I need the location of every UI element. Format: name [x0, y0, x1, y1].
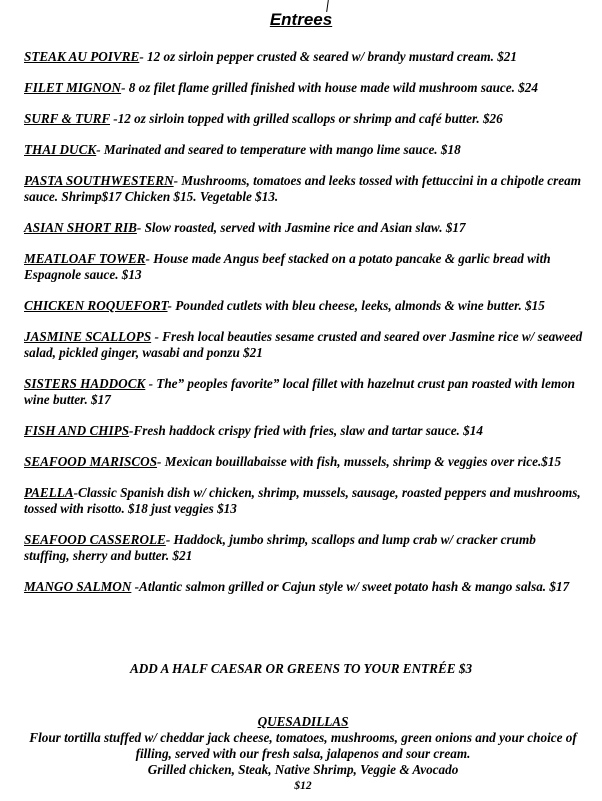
entree-item	[24, 111, 584, 127]
quesadillas-section	[20, 714, 586, 794]
entree-name: SEAFOOD MARISCOS	[24, 454, 158, 469]
entree-item	[24, 485, 584, 517]
entree-name: PASTA SOUTHWESTERN	[24, 173, 174, 188]
entree-description: - The” peoples favorite” local fillet with hazelnut crust pan roasted with lemon wine butter. $17	[24, 376, 576, 407]
entree-item	[24, 423, 584, 439]
quesadillas-fillings: Grilled chicken, Steak, Native Shrimp, Veggie & Avocado	[147, 762, 459, 777]
entree-description: - Slow roasted, served with Jasmine rice and Asian slaw. $17	[136, 220, 466, 235]
entree-description: - Mexican bouillabaisse with fish, mussels, shrimp & veggies over rice.$15	[157, 454, 562, 469]
entree-name: FISH AND CHIPS	[24, 423, 130, 438]
entree-list	[24, 49, 584, 610]
entree-item	[24, 454, 584, 470]
entree-description: -Fresh haddock crispy fried with fries, slaw and tartar sauce. $14	[129, 423, 483, 438]
page-title: Entrees	[269, 10, 333, 29]
entree-name: MANGO SALMON	[24, 579, 132, 594]
entree-description: -Atlantic salmon grilled or Cajun style w/ sweet potato hash & mango salsa. $17	[131, 579, 570, 594]
entree-item	[24, 376, 584, 408]
quesadillas-title: QUESADILLAS	[257, 714, 349, 729]
entree-item	[24, 142, 584, 158]
entree-description: - Pounded cutlets with bleu cheese, leeks, almonds & wine butter. $15	[167, 298, 545, 313]
entree-item	[24, 298, 584, 314]
entree-description: - House made Angus beef stacked on a potato pancake & garlic bread with Espagnole sauce. $13	[24, 251, 551, 282]
entree-item	[24, 80, 584, 96]
entree-item	[24, 329, 584, 361]
entree-name: PAELLA	[24, 485, 74, 500]
entree-name: FILET MIGNON	[24, 80, 122, 95]
entree-description: - 8 oz filet flame grilled finished with house made wild mushroom sauce. $24	[121, 80, 538, 95]
entree-name: CHICKEN ROQUEFORT	[24, 298, 168, 313]
entree-description: - 12 oz sirloin pepper crusted & seared w/ brandy mustard cream. $21	[139, 49, 517, 64]
entree-name: STEAK AU POIVRE	[24, 49, 140, 64]
entree-item	[24, 579, 584, 595]
add-on-note: ADD A HALF CAESAR OR GREENS TO YOUR ENTRÉE $3	[129, 661, 473, 676]
entree-name: SURF & TURF	[24, 111, 110, 126]
entree-name: SISTERS HADDOCK	[24, 376, 146, 391]
entree-description: -Classic Spanish dish w/ chicken, shrimp, mussels, sausage, roasted peppers and mushrooms, tossed with risotto. $18 just veggies $13	[24, 485, 581, 516]
entree-name: ASIAN SHORT RIB	[24, 220, 137, 235]
entree-item	[24, 251, 584, 283]
entree-item	[24, 49, 584, 65]
entree-item	[24, 173, 584, 205]
quesadillas-description: Flour tortilla stuffed w/ cheddar jack cheese, tomatoes, mushrooms, green onions and your choice of filling, served with our fresh salsa, jalapenos and sour cream.	[29, 730, 577, 761]
entree-item	[24, 220, 584, 236]
entree-description: - Marinated and seared to temperature with mango lime sauce. $18	[96, 142, 461, 157]
entree-description: - Mushrooms, tomatoes and leeks tossed with fettuccini in a chipotle cream sauce. Shrimp$17 Chicken $15. Vegetable $13.	[24, 173, 581, 204]
entree-description: -12 oz sirloin topped with grilled scallops or shrimp and café butter. $26	[110, 111, 503, 126]
entree-item	[24, 532, 584, 564]
entree-description: - Haddock, jumbo shrimp, scallops and lump crab w/ cracker crumb stuffing, sherry and butter. $21	[24, 532, 536, 563]
entree-name: JASMINE SCALLOPS	[24, 329, 152, 344]
entree-name: SEAFOOD CASSEROLE	[24, 532, 166, 547]
entree-description: - Fresh local beauties sesame crusted and seared over Jasmine rice w/ seaweed salad, pickled ginger, wasabi and ponzu $21	[24, 329, 583, 360]
entree-name: MEATLOAF TOWER	[24, 251, 146, 266]
quesadillas-price: $12	[294, 780, 312, 792]
entree-name: THAI DUCK	[24, 142, 97, 157]
